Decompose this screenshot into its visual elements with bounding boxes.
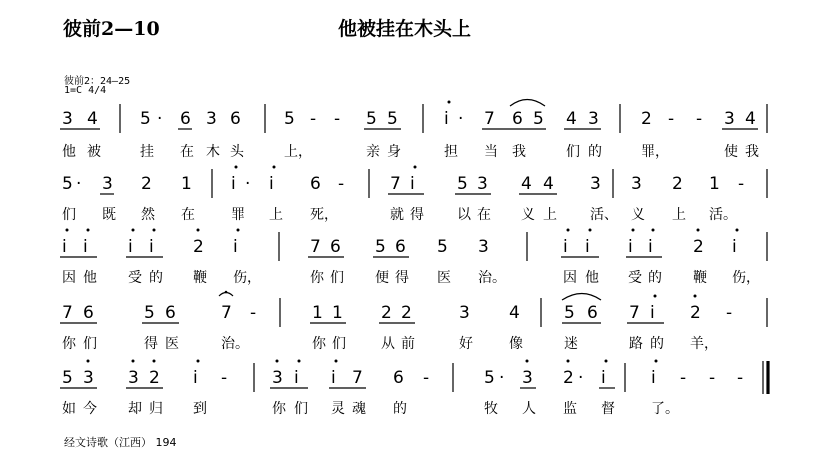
lyric: 路 [629, 336, 643, 352]
note: 3 [522, 368, 533, 388]
dot-mark: · [157, 109, 163, 129]
note: i [294, 368, 299, 388]
note: 2 [693, 237, 704, 257]
lyric: 治。 [221, 336, 249, 352]
lyric: 因 [563, 270, 577, 286]
stave-5 [60, 360, 768, 418]
note: 4 [87, 109, 98, 129]
lyric: 迷 [564, 336, 578, 352]
lyric: 的 [648, 270, 662, 286]
note: 2 [690, 303, 701, 323]
note: i [732, 237, 737, 257]
lyric: 像 [509, 336, 523, 352]
note: 2 [672, 174, 683, 194]
lyric: 义 [631, 207, 645, 223]
lyric: 伤， [233, 270, 261, 286]
note: 3 [206, 109, 217, 129]
lyric: 们 [566, 144, 580, 160]
note: 2 [193, 237, 204, 257]
lyric: 魂 [352, 401, 366, 417]
lyric: 鞭 [693, 270, 707, 286]
lyric: 我 [745, 144, 759, 160]
lyric: 身 [387, 144, 401, 160]
dash: - [726, 303, 733, 323]
note: 6 [512, 109, 523, 129]
lyric: 既 [102, 207, 116, 223]
note: 5 [62, 174, 73, 194]
note: 2 [401, 303, 412, 323]
octave-dots [66, 229, 739, 232]
lyric: 担 [444, 144, 458, 160]
dash: - [668, 109, 675, 129]
lyric: 鞭 [193, 270, 207, 286]
note: 5 [564, 303, 575, 323]
note: i [233, 237, 238, 257]
lyric: 头 [230, 144, 244, 160]
note: 7 [390, 174, 401, 194]
song-title: 他被挂在木头上 [338, 18, 472, 40]
note: 6 [395, 237, 406, 257]
dot-mark: · [76, 174, 82, 194]
octave-dot [235, 166, 238, 169]
note: 5 [484, 368, 495, 388]
lyric: 受 [628, 270, 642, 286]
lyric: 他 [585, 270, 599, 286]
lyric: 得 [395, 270, 409, 286]
octave-dot [273, 166, 276, 169]
lyric: 他 [83, 270, 97, 286]
lyric: 到 [193, 401, 207, 417]
note: 7 [484, 109, 495, 129]
lyric: 医 [165, 336, 179, 352]
note: 3 [459, 303, 470, 323]
hymn-number: 彼前2—10 [63, 18, 160, 40]
stave-3 [60, 229, 767, 287]
lyric: 然 [141, 207, 155, 223]
lyric: 的 [393, 401, 407, 417]
dash: - [423, 368, 430, 388]
note: i [331, 368, 336, 388]
dot-mark: · [578, 368, 584, 388]
lyric: 上， [284, 144, 312, 160]
lyric: 医 [437, 270, 451, 286]
note: 5 [457, 174, 468, 194]
dot-mark: · [245, 174, 251, 194]
note: 3 [83, 368, 94, 388]
lyric: 义 [521, 207, 535, 223]
note: i [128, 237, 133, 257]
note: i [651, 368, 656, 388]
dash: - [737, 368, 744, 388]
lyric: 上 [543, 207, 557, 223]
note: 4 [745, 109, 756, 129]
note: 2 [563, 368, 574, 388]
dash: - [334, 109, 341, 129]
lyric: 得 [144, 336, 158, 352]
lyric: 在 [180, 144, 194, 160]
lyric: 我 [512, 144, 526, 160]
lyric: 人 [522, 401, 536, 417]
note: 4 [543, 174, 554, 194]
dash: - [709, 368, 716, 388]
lyric: 死， [310, 207, 338, 223]
note: 5 [140, 109, 151, 129]
note: i [563, 237, 568, 257]
rhythm-marks [60, 100, 758, 130]
note: 1 [709, 174, 720, 194]
stave-4 [60, 291, 767, 352]
note: i [585, 237, 590, 257]
note: 3 [631, 174, 642, 194]
fermata-dot [225, 291, 228, 294]
note: i [149, 237, 154, 257]
lyric: 羊， [690, 336, 718, 352]
lyric: 的 [650, 336, 664, 352]
note: 6 [310, 174, 321, 194]
lyric: 在 [181, 207, 195, 223]
lyric: 今 [83, 401, 97, 417]
note: i [444, 109, 449, 129]
lyric: 挂 [140, 144, 154, 160]
lyric: 灵 [331, 401, 345, 417]
note: i [83, 237, 88, 257]
lyric: 他 [62, 144, 76, 160]
note: 2 [149, 368, 160, 388]
lyric: 从 [381, 336, 395, 352]
note: i [628, 237, 633, 257]
dash: - [221, 368, 228, 388]
note: i [650, 303, 655, 323]
note: i [269, 174, 274, 194]
source-note: 经文诗歌（江西） 194 [64, 436, 177, 449]
note: i [193, 368, 198, 388]
lyric: 的 [149, 270, 163, 286]
lyric: 亲 [366, 144, 380, 160]
lyric: 就 [390, 207, 404, 223]
octave-dot [448, 101, 451, 104]
stave-2 [62, 166, 767, 224]
note: i [231, 174, 236, 194]
note: 6 [230, 109, 241, 129]
lyric: 督 [601, 401, 615, 417]
lyric: 却 [128, 401, 142, 417]
dash: - [738, 174, 745, 194]
lyric: 们 [294, 401, 308, 417]
lyric: 如 [62, 401, 76, 417]
lyric: 们 [330, 270, 344, 286]
note: 5 [366, 109, 377, 129]
lyric: 活。 [709, 207, 737, 223]
lyric: 好 [459, 336, 473, 352]
lyric: 你 [272, 401, 286, 417]
lyric: 罪 [231, 207, 245, 223]
note: i [601, 368, 606, 388]
note: 6 [83, 303, 94, 323]
note: 7 [352, 368, 363, 388]
note: 3 [588, 109, 599, 129]
lyric: 前 [401, 336, 415, 352]
lyric: 伤， [732, 270, 760, 286]
note: 1 [312, 303, 323, 323]
lyric: 在 [477, 207, 491, 223]
lyric: 当 [484, 144, 498, 160]
note: 3 [478, 237, 489, 257]
scripture-reference: 彼前2：24—25 [64, 76, 131, 87]
dash: - [680, 368, 687, 388]
note: 6 [330, 237, 341, 257]
note: 6 [393, 368, 404, 388]
lyric: 你 [312, 336, 326, 352]
lyric: 治。 [478, 270, 506, 286]
lyric: 们 [83, 336, 97, 352]
lyric: 你 [310, 270, 324, 286]
note: 3 [272, 368, 283, 388]
note: 5 [387, 109, 398, 129]
note: 6 [165, 303, 176, 323]
note: 5 [62, 368, 73, 388]
lyric: 木 [206, 144, 220, 160]
note: 7 [310, 237, 321, 257]
note: 4 [521, 174, 532, 194]
lyric: 牧 [484, 401, 498, 417]
lyric: 的 [588, 144, 602, 160]
octave-dot [414, 166, 417, 169]
dash: - [696, 109, 703, 129]
octave-dots [87, 360, 658, 363]
lyric: 罪， [641, 144, 669, 160]
dash: - [310, 109, 317, 129]
dash: - [250, 303, 257, 323]
lyric: 了。 [651, 401, 679, 417]
lyric: 上 [672, 207, 686, 223]
note: 3 [102, 174, 113, 194]
note: 7 [62, 303, 73, 323]
dash: - [338, 174, 345, 194]
lyric: 受 [128, 270, 142, 286]
note: 2 [381, 303, 392, 323]
key-and-time-signature: 1=C 4/4 [64, 85, 107, 96]
lyric: 以 [457, 207, 471, 223]
octave-dot [694, 295, 697, 298]
note: 3 [724, 109, 735, 129]
lyric: 使 [724, 144, 738, 160]
lyric: 便 [375, 270, 389, 286]
lyric: 监 [563, 401, 577, 417]
octave-dot [654, 295, 657, 298]
lyric: 因 [62, 270, 76, 286]
note: 6 [587, 303, 598, 323]
note: 5 [533, 109, 544, 129]
note: 1 [181, 174, 192, 194]
lyric: 你 [62, 336, 76, 352]
note: 3 [477, 174, 488, 194]
note: i [410, 174, 415, 194]
lyric: 得 [410, 207, 424, 223]
dot-mark: · [499, 368, 505, 388]
note: 2 [141, 174, 152, 194]
lyric: 被 [87, 144, 101, 160]
dot-mark: · [458, 109, 464, 129]
note: 1 [332, 303, 343, 323]
note: 5 [144, 303, 155, 323]
note: 5 [375, 237, 386, 257]
lyric: 们 [62, 207, 76, 223]
note: i [648, 237, 653, 257]
lyric: 上 [269, 207, 283, 223]
note: 3 [128, 368, 139, 388]
lyric: 活、 [590, 207, 618, 223]
note: 2 [641, 109, 652, 129]
note: 7 [629, 303, 640, 323]
lyric: 归 [149, 401, 163, 417]
note: 3 [590, 174, 601, 194]
note: 7 [221, 303, 232, 323]
note: 5 [437, 237, 448, 257]
note: 4 [509, 303, 520, 323]
stave-1 [60, 100, 767, 161]
note: i [62, 237, 67, 257]
note: 3 [62, 109, 73, 129]
note: 6 [180, 109, 191, 129]
lyric: 们 [332, 336, 346, 352]
note: 4 [566, 109, 577, 129]
note: 5 [284, 109, 295, 129]
